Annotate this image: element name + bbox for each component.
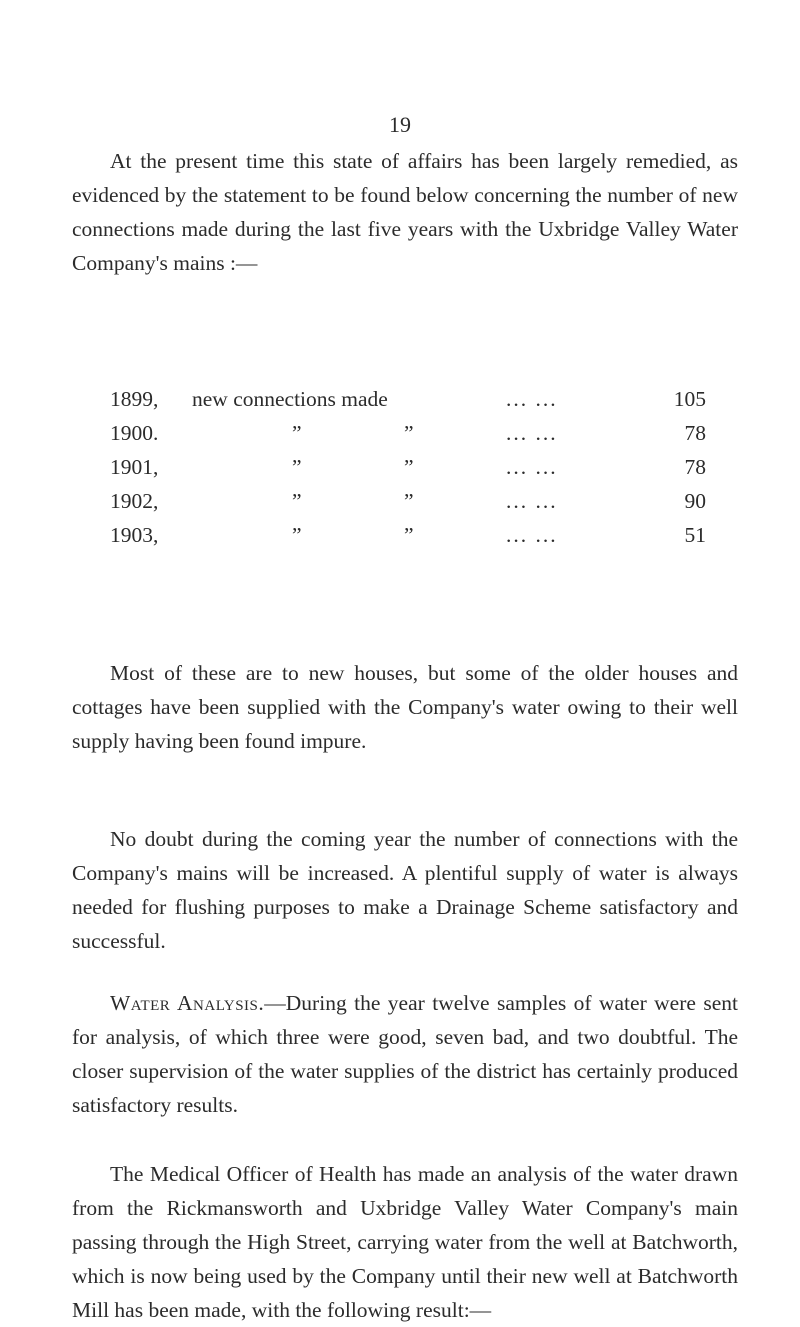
- paragraph-intro: [72, 144, 738, 280]
- row-ditto-mark: ”: [292, 455, 302, 479]
- paragraph-intro-text: At the present time this state of affairs has been largely remedied, as evidenced by the statement to be found below concerning the number of new connections made during the last five years with the Uxbridge Valley Water Company's mains :—: [72, 149, 738, 275]
- row-year: 1900.: [110, 421, 159, 445]
- table-row: [110, 382, 706, 416]
- row-ditto-mark: ”: [404, 421, 414, 445]
- paragraph-water-analysis: [72, 986, 738, 1122]
- water-analysis-heading: Water Analysis.: [110, 991, 265, 1015]
- row-ditto-mark: ”: [292, 421, 302, 445]
- row-year: 1899,: [110, 387, 159, 411]
- row-count: 90: [684, 489, 706, 513]
- table-row: [110, 416, 706, 450]
- row-leaders: ... ...: [506, 455, 558, 479]
- row-ditto-mark: ”: [292, 489, 302, 513]
- table-row: [110, 484, 706, 518]
- row-leaders: ... ...: [506, 523, 558, 547]
- row-year: 1901,: [110, 455, 159, 479]
- table-row: [110, 450, 706, 484]
- paragraph-medical-officer: [72, 1157, 738, 1327]
- row-count: 51: [684, 523, 706, 547]
- row-ditto-mark: ”: [292, 523, 302, 547]
- row-leaders: ... ...: [506, 421, 558, 445]
- row-ditto-mark: ”: [404, 489, 414, 513]
- row-ditto-mark: ”: [404, 455, 414, 479]
- paragraph-medical-officer-text: The Medical Officer of Health has made an analysis of the water drawn from the Rickmansworth and Uxbridge Valley Water Company's main passing through the High Street, carrying water from the well at Batchworth, which is now being used by the Company until their new well at Batchworth Mill has been made, with the following result:—: [72, 1162, 738, 1322]
- connections-table: [110, 382, 706, 552]
- page-number: 19: [389, 112, 411, 137]
- paragraph-future-connections-text: No doubt during the coming year the number of connections with the Company's mains will be increased. A plentiful supply of water is always needed for flushing purposes to make a Drainage Scheme satisfactory and successful.: [72, 827, 738, 953]
- water-analysis-text: —During the year twelve samples of water were sent for analysis, of which three were good, seven bad, and two doubtful. The closer supervision of the water supplies of the district has certainly produced satisfactory results.: [72, 991, 738, 1117]
- paragraph-new-houses-text: Most of these are to new houses, but some of the older houses and cottages have been supplied with the Company's water owing to their well supply having been found impure.: [72, 661, 738, 753]
- row-description: new connections made: [192, 387, 388, 411]
- row-count: 78: [684, 455, 706, 479]
- row-ditto-mark: ”: [404, 523, 414, 547]
- paragraph-new-houses: [72, 656, 738, 758]
- row-leaders: ... ...: [506, 489, 558, 513]
- row-year: 1902,: [110, 489, 159, 513]
- table-row: [110, 518, 706, 552]
- row-count: 78: [684, 421, 706, 445]
- row-count: 105: [673, 387, 706, 411]
- paragraph-future-connections: [72, 822, 738, 958]
- row-leaders: ... ...: [506, 387, 558, 411]
- row-year: 1903,: [110, 523, 159, 547]
